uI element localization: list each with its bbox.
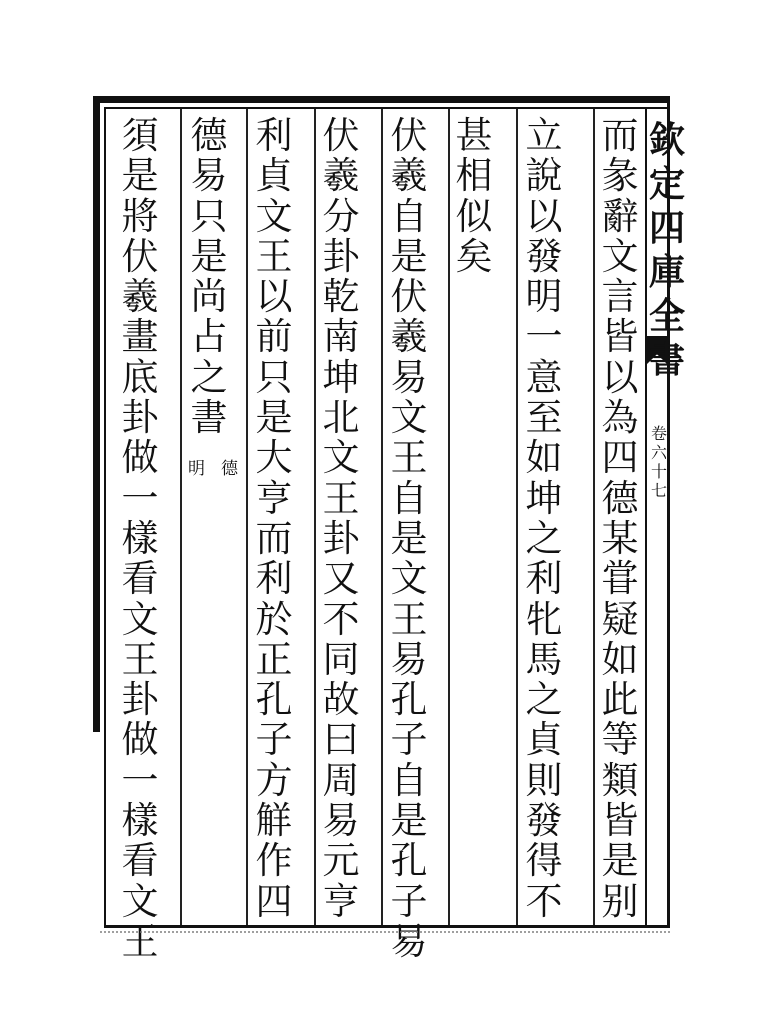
- frame-left-inner-border: [104, 107, 106, 927]
- text-column-6: 利 貞 文 王 以 前 只 是 大 亨 而 利 於 正 孔 子 方 觧 作 四: [255, 114, 293, 923]
- banxin-juan-number: 卷 六 十 七: [650, 424, 667, 500]
- banxin-book-title: 欽 定 四 庫 全 書: [649, 119, 686, 381]
- column-divider: [516, 109, 518, 925]
- annotation-small-right: 德: [221, 459, 238, 479]
- column-divider: [314, 109, 316, 925]
- column-divider: [246, 109, 248, 925]
- column-divider: [593, 109, 595, 925]
- text-column-5: 伏 羲 分 卦 乾 南 坤 北 文 王 卦 又 不 同 故 曰 周 易 元 亨: [322, 114, 360, 923]
- annotation-small-left: 明: [188, 459, 205, 479]
- text-column-8: 須 是 將 伏 羲 畫 底 卦 做 一 樣 看 文 王 卦 做 一 樣 看 文 王: [121, 114, 159, 963]
- text-column-2: 立 說 以 發 明 一 意 至 如 坤 之 利 牝 馬 之 貞 則 發 得 不: [525, 114, 563, 923]
- text-column-4: 伏 羲 自 是 伏 羲 易 文 王 自 是 文 王 易 孔 子 自 是 孔 子 易: [390, 114, 428, 963]
- column-divider: [180, 109, 182, 925]
- column-divider: [381, 109, 383, 925]
- frame-top-inner-border: [104, 107, 670, 109]
- text-column-7: 德 易 只 是 尚 占 之 書: [190, 114, 228, 440]
- text-column-3: 甚 相 似 矣: [455, 114, 493, 278]
- frame-left-border: [93, 96, 100, 732]
- bottom-margin-speckle: [100, 931, 670, 934]
- text-column-1: 而 彖 辭 文 言 皆 以 為 四 德 某 甞 疑 如 此 等 類 皆 是 别: [601, 114, 639, 923]
- frame-top-border: [93, 96, 670, 103]
- banxin-divider: [645, 107, 647, 927]
